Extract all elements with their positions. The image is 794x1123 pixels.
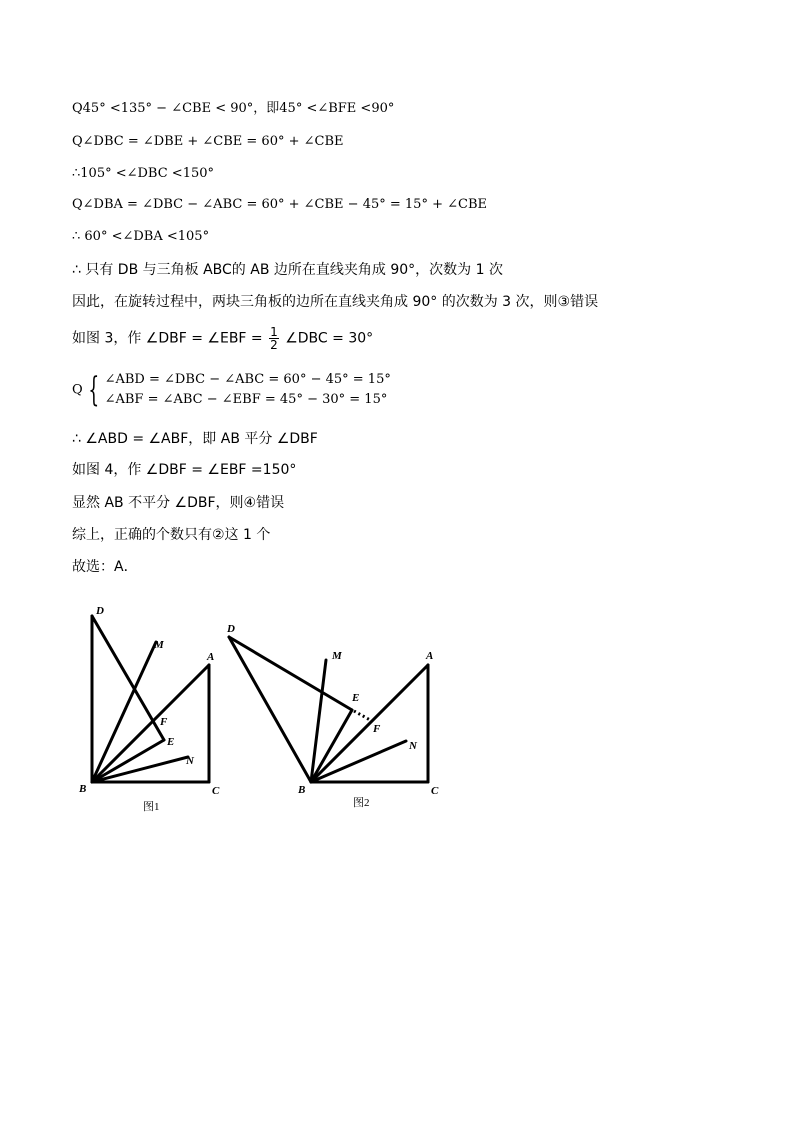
fig1-label-M: M: [154, 639, 164, 651]
fig1-label-C: C: [212, 785, 220, 797]
text-line-14: 故选：A．: [72, 559, 138, 575]
fraction-denominator: 2: [270, 338, 278, 352]
text-line-8: [72, 326, 373, 351]
equation-row-1: ∠ABD = ∠DBC − ∠ABC = 60° − 45° = 15°: [104, 372, 391, 387]
fig2-segment-BD: [229, 637, 311, 782]
text-line-2: Q∠DBC = ∠DBE + ∠CBE = 60° + ∠CBE: [72, 134, 344, 149]
figure-2: [220, 615, 450, 820]
fig1-segment-DE: [92, 616, 164, 740]
text-line-11: 如图 4，作 ∠DBF = ∠EBF =150°: [72, 462, 297, 478]
left-brace: {: [88, 370, 100, 410]
text-line-13: 综上，正确的个数只有②这 1 个: [72, 527, 271, 543]
fig1-label-N: N: [186, 755, 194, 767]
fig2-label-E: E: [352, 692, 360, 704]
text-line-5: ∴ 60° <∠DBA <105°: [72, 229, 210, 244]
fraction-numerator: 1: [270, 325, 278, 339]
fig1-caption: 图1: [143, 801, 160, 813]
equation-system: [105, 370, 391, 410]
equation-row-2: ∠ABF = ∠ABC − ∠EBF = 45° − 30° = 15°: [104, 392, 388, 407]
fig2-label-A: A: [426, 650, 434, 662]
fig1-label-E: E: [167, 736, 175, 748]
fig2-label-N: N: [409, 740, 417, 752]
fig1-label-A: A: [207, 651, 215, 663]
text-line-6: ∴ 只有 DB 与三角板 ABC的 AB 边所在直线夹角成 90°，次数为 1 次: [72, 262, 503, 278]
system-prefix: Q: [72, 382, 83, 398]
fig2-label-D: D: [227, 623, 235, 635]
fig2-caption: 图2: [353, 797, 370, 809]
fig2-ray-BN: [311, 741, 406, 782]
fig2-dotted-EF: [354, 711, 372, 721]
fig1-label-D: D: [96, 605, 104, 617]
fig2-segment-DE: [229, 637, 352, 710]
text-line-7: 因此，在旋转过程中，两块三角板的边所在直线夹角成 90° 的次数为 3 次，则③错误: [72, 294, 599, 310]
fig1-label-F: F: [160, 716, 168, 728]
fig2-label-C: C: [431, 785, 439, 797]
fig2-label-B: B: [298, 784, 306, 796]
fig2-segment-BA: [311, 665, 428, 782]
text-line-9-system: [72, 370, 391, 410]
fig2-label-F: F: [373, 723, 381, 735]
line-8-prefix: 如图 3，作 ∠DBF = ∠EBF =: [72, 330, 263, 347]
fraction-one-half: [269, 326, 279, 351]
fig2-ray-BM: [311, 660, 326, 782]
fig1-label-B: B: [79, 783, 87, 795]
line-8-suffix: ∠DBC = 30°: [285, 330, 374, 347]
text-line-4: Q∠DBA = ∠DBC − ∠ABC = 60° + ∠CBE − 45° = 15° + ∠CBE: [72, 197, 487, 212]
text-line-12: 显然 AB 不平分 ∠DBF，则④错误: [72, 495, 285, 511]
text-line-10: ∴ ∠ABD = ∠ABF，即 AB 平分 ∠DBF: [72, 431, 318, 447]
text-line-1: Q45° <135° − ∠CBE < 90°，即45° <∠BFE <90°: [72, 101, 395, 116]
fig2-label-M: M: [332, 650, 342, 662]
figure-1: [70, 598, 240, 818]
text-line-3: ∴105° <∠DBC <150°: [72, 166, 215, 181]
